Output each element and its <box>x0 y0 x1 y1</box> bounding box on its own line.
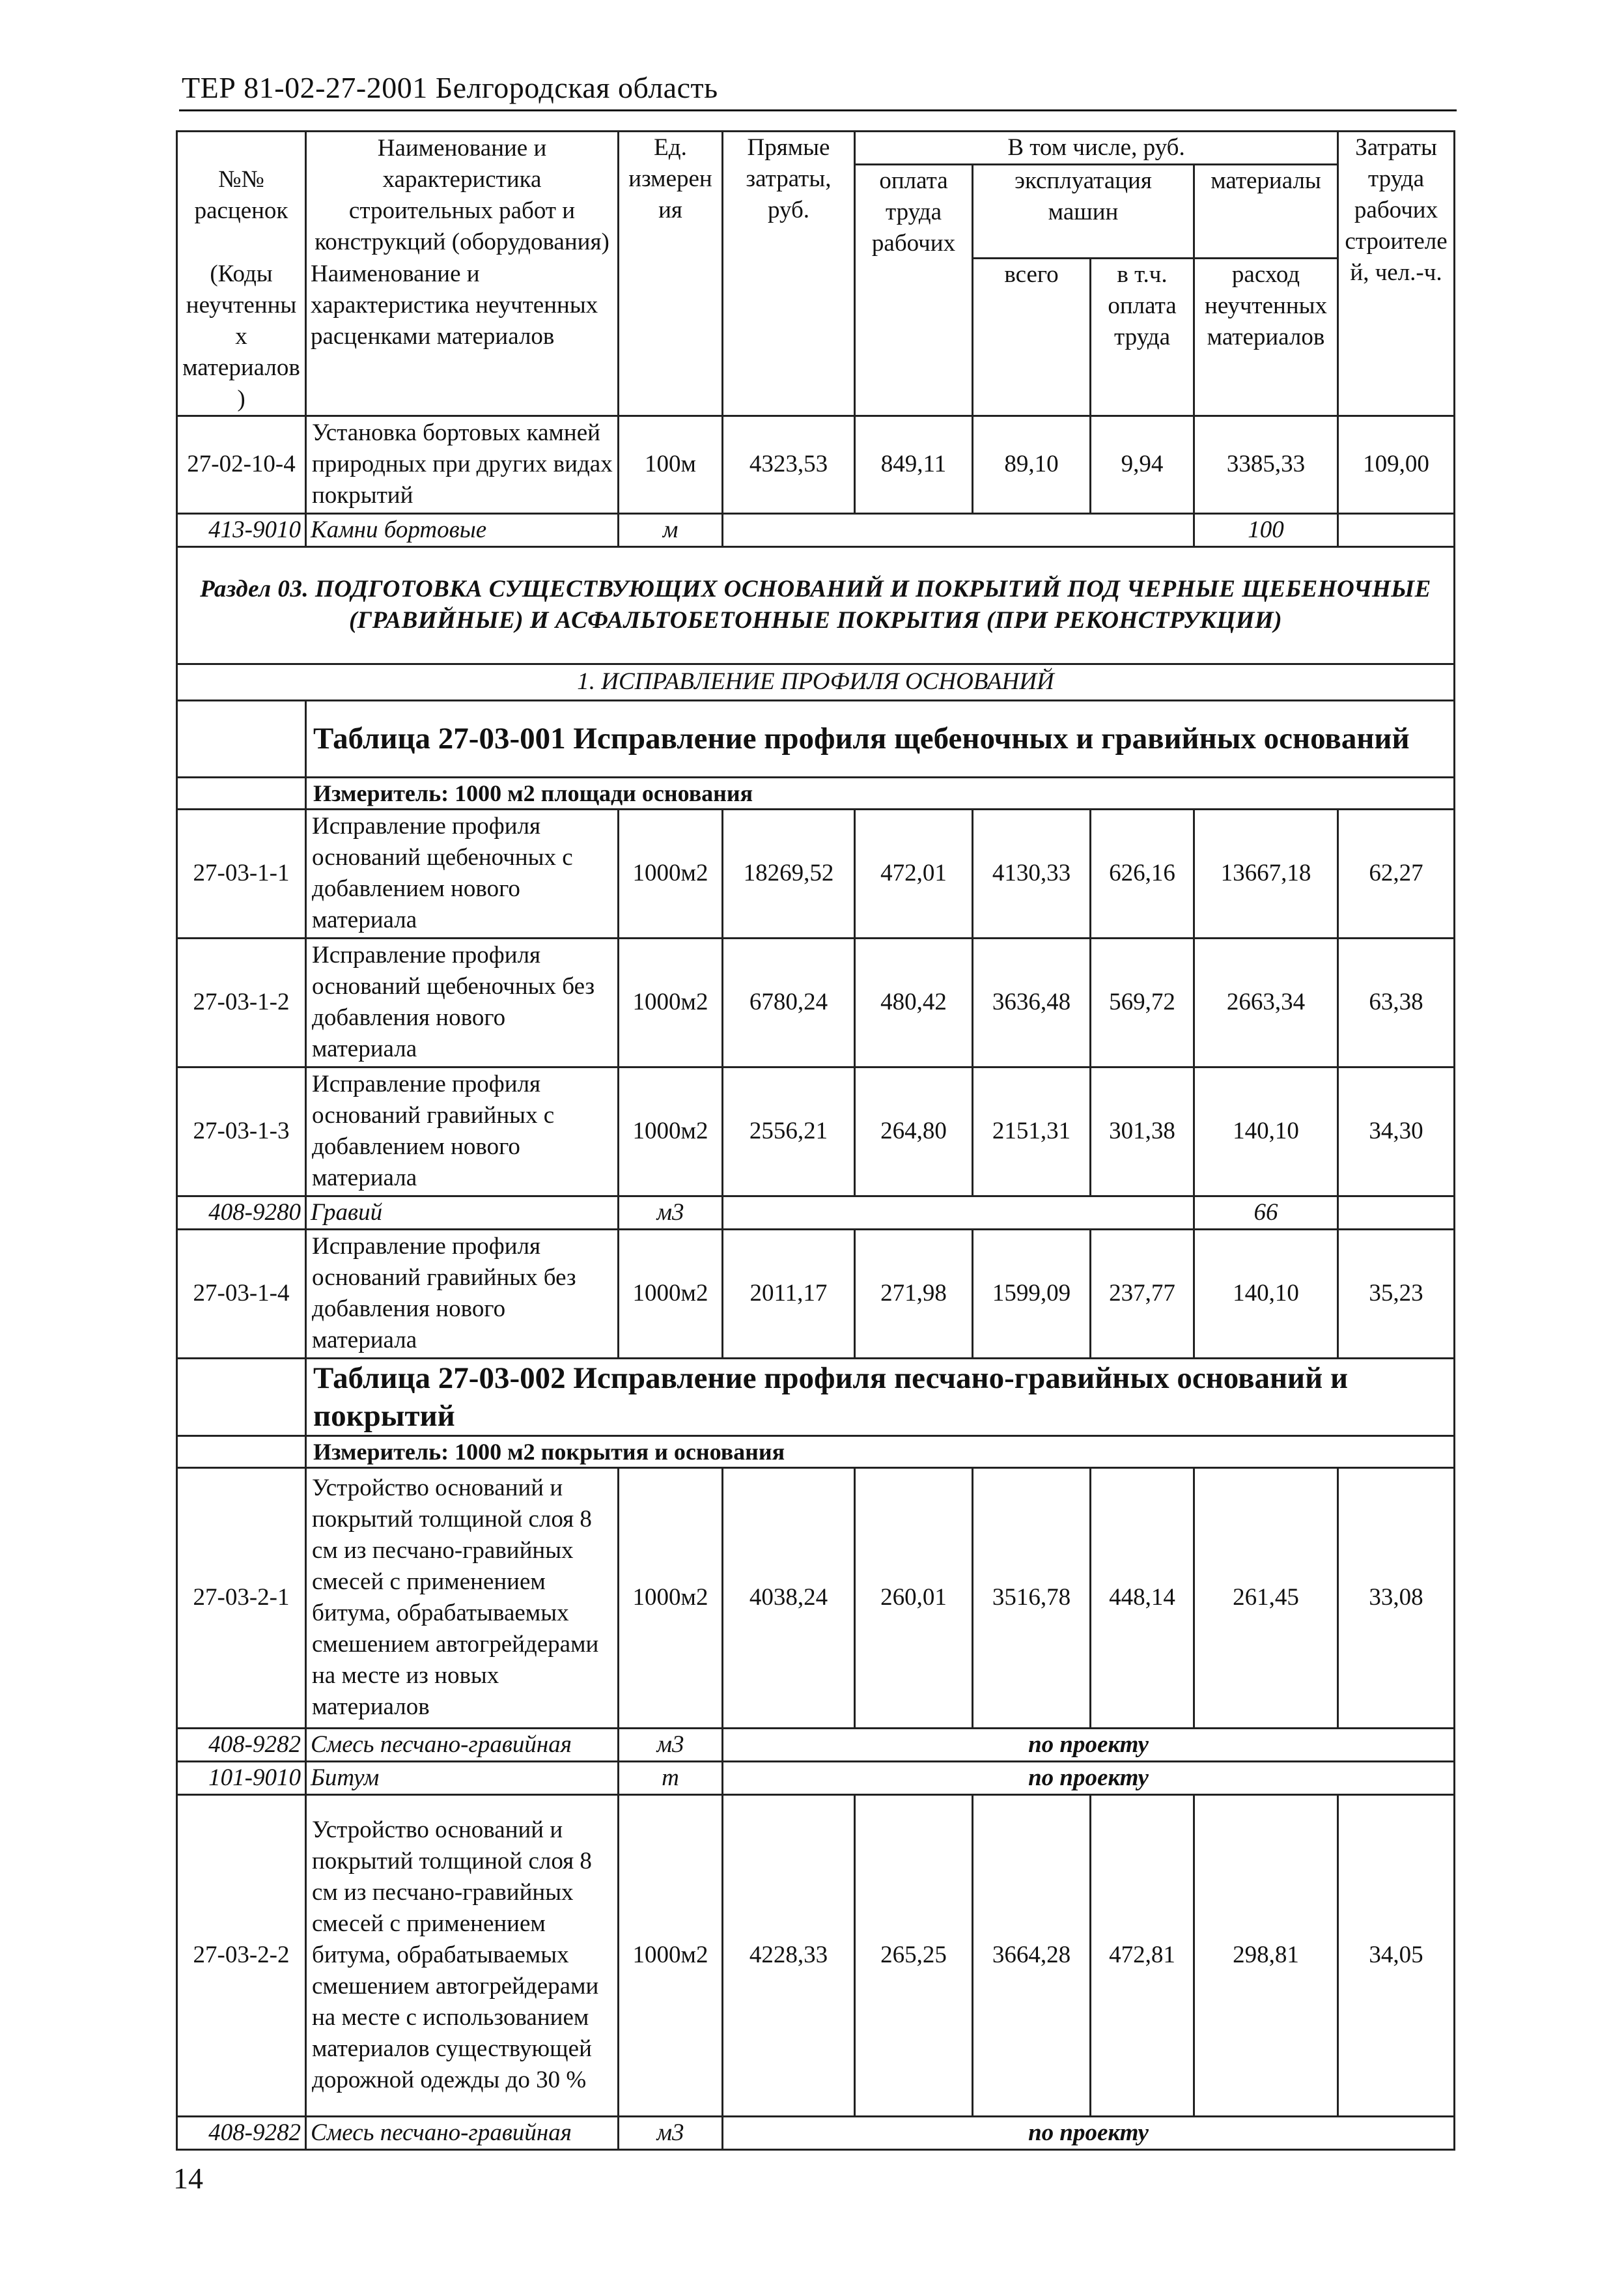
rate-labor: 34,05 <box>1338 1794 1455 2116</box>
material-name: Камни бортовые <box>306 513 619 546</box>
rate-machines-wages: 472,81 <box>1091 1794 1194 2116</box>
rate-unit: 1000м2 <box>619 1467 723 1728</box>
rate-unit: 1000м2 <box>619 1229 723 1358</box>
rate-materials: 140,10 <box>1194 1067 1338 1196</box>
rate-unit: 1000м2 <box>619 809 723 938</box>
material-code: 408-9282 <box>177 2116 306 2149</box>
rate-wages: 480,42 <box>855 938 973 1067</box>
material-unit: т <box>619 1761 723 1794</box>
material-usage: по проекту <box>723 2116 1455 2149</box>
rate-direct: 2556,21 <box>723 1067 855 1196</box>
rate-machines-wages: 569,72 <box>1091 938 1194 1067</box>
rate-unit: 100м <box>619 416 723 513</box>
header-rule <box>179 109 1457 111</box>
rate-wages: 472,01 <box>855 809 973 938</box>
rate-row <box>177 416 1455 513</box>
col-name-subheader: Наименование и характеристика неучтенных расценками материалов <box>306 259 619 416</box>
col-code-subheader: (Коды неучтенных материалов) <box>177 259 306 416</box>
material-unit: м3 <box>619 1196 723 1229</box>
page-header: ТЕР 81-02-27-2001 Белгородская область <box>182 71 718 104</box>
col-unit-header: Ед. измерения <box>619 132 723 416</box>
col-machines-wages-header: в т.ч. оплата труда <box>1091 259 1194 416</box>
rate-labor: 62,27 <box>1338 809 1455 938</box>
material-row <box>177 1728 1455 1761</box>
table-measure: Измеритель: 1000 м2 покрытия и основания <box>306 1435 1455 1467</box>
rate-wages: 264,80 <box>855 1067 973 1196</box>
col-incl-header: В том числе, руб. <box>855 132 1338 165</box>
rate-labor: 33,08 <box>1338 1467 1455 1728</box>
rate-code: 27-03-1-4 <box>177 1229 306 1358</box>
page-number: 14 <box>173 2162 203 2195</box>
rate-direct: 4323,53 <box>723 416 855 513</box>
material-usage: по проекту <box>723 1728 1455 1761</box>
rate-row <box>177 1467 1455 1728</box>
col-direct-header: Прямые затраты, руб. <box>723 132 855 416</box>
rate-labor: 35,23 <box>1338 1229 1455 1358</box>
rate-machines-total: 3516,78 <box>973 1467 1091 1728</box>
material-unit: м <box>619 513 723 546</box>
rate-name: Установка бортовых камней природных при других видах покрытий <box>306 416 619 513</box>
rate-materials: 13667,18 <box>1194 809 1338 938</box>
material-code: 408-9282 <box>177 1728 306 1761</box>
rate-unit: 1000м2 <box>619 1794 723 2116</box>
rate-name: Устройство оснований и покрытий толщиной слоя 8 см из песчано-гравийных смесей с применением битума, обрабатываемых смешением автогрейдерами на месте из новых материалов <box>306 1467 619 1728</box>
rate-code: 27-03-2-1 <box>177 1467 306 1728</box>
col-machines-total-header: всего <box>973 259 1091 416</box>
material-row <box>177 513 1455 546</box>
rate-unit: 1000м2 <box>619 1067 723 1196</box>
col-materials-usage-header: расход неучтенных материалов <box>1194 259 1338 416</box>
rate-machines-wages: 301,38 <box>1091 1067 1194 1196</box>
rate-row <box>177 1794 1455 2116</box>
rate-labor: 109,00 <box>1338 416 1455 513</box>
rate-unit: 1000м2 <box>619 938 723 1067</box>
rate-direct: 18269,52 <box>723 809 855 938</box>
material-unit: м3 <box>619 2116 723 2149</box>
rate-name: Исправление профиля оснований гравийных с добавлением нового материала <box>306 1067 619 1196</box>
table-measure: Измеритель: 1000 м2 площади основания <box>306 777 1455 809</box>
rate-materials: 298,81 <box>1194 1794 1338 2116</box>
rate-materials: 2663,34 <box>1194 938 1338 1067</box>
rate-machines-total: 89,10 <box>973 416 1091 513</box>
rate-machines-total: 4130,33 <box>973 809 1091 938</box>
rate-code: 27-03-1-2 <box>177 938 306 1067</box>
material-code: 101-9010 <box>177 1761 306 1794</box>
rate-machines-total: 1599,09 <box>973 1229 1091 1358</box>
col-materials-header: материалы <box>1194 165 1338 259</box>
rate-name: Исправление профиля оснований щебеночных с добавлением нового материала <box>306 809 619 938</box>
rate-direct: 2011,17 <box>723 1229 855 1358</box>
rate-row <box>177 1229 1455 1358</box>
rate-row <box>177 809 1455 938</box>
rate-machines-wages: 626,16 <box>1091 809 1194 938</box>
rate-materials: 3385,33 <box>1194 416 1338 513</box>
rate-direct: 6780,24 <box>723 938 855 1067</box>
rate-name: Исправление профиля оснований щебеночных без добавления нового материала <box>306 938 619 1067</box>
material-name: Смесь песчано-гравийная <box>306 2116 619 2149</box>
material-code: 413-9010 <box>177 513 306 546</box>
material-usage: 66 <box>1194 1196 1338 1229</box>
rate-labor: 63,38 <box>1338 938 1455 1067</box>
col-name-header: Наименование и характеристика строительных работ и конструкций (оборудования) <box>306 132 619 259</box>
rate-wages: 849,11 <box>855 416 973 513</box>
rate-wages: 260,01 <box>855 1467 973 1728</box>
col-wages-header: оплата труда рабочих <box>855 165 973 416</box>
rate-row <box>177 938 1455 1067</box>
table-title: Таблица 27-03-002 Исправление профиля песчано-гравийных оснований и покрытий <box>306 1358 1455 1435</box>
material-usage: по проекту <box>723 1761 1455 1794</box>
material-row <box>177 2116 1455 2149</box>
rates-table <box>176 130 1455 2151</box>
rate-code: 27-02-10-4 <box>177 416 306 513</box>
material-row <box>177 1196 1455 1229</box>
material-usage: 100 <box>1194 513 1338 546</box>
rate-machines-total: 3664,28 <box>973 1794 1091 2116</box>
material-name: Смесь песчано-гравийная <box>306 1728 619 1761</box>
rate-code: 27-03-2-2 <box>177 1794 306 2116</box>
rate-direct: 4038,24 <box>723 1467 855 1728</box>
material-unit: м3 <box>619 1728 723 1761</box>
rate-name: Устройство оснований и покрытий толщиной слоя 8 см из песчано-гравийных смесей с применением битума, обрабатываемых смешением автогрейдерами на месте с использованием материалов существующей дорожной одежды до 30 % <box>306 1794 619 2116</box>
rate-machines-wages: 237,77 <box>1091 1229 1194 1358</box>
rate-machines-total: 2151,31 <box>973 1067 1091 1196</box>
material-row <box>177 1761 1455 1794</box>
rate-machines-wages: 448,14 <box>1091 1467 1194 1728</box>
rate-wages: 271,98 <box>855 1229 973 1358</box>
col-machines-header: эксплуатация машин <box>973 165 1194 259</box>
section-title: Раздел 03. ПОДГОТОВКА СУЩЕСТВУЮЩИХ ОСНОВАНИЙ И ПОКРЫТИЙ ПОД ЧЕРНЫЕ ЩЕБЕНОЧНЫЕ (ГРАВИЙНЫЕ) И АСФАЛЬТОБЕТОННЫЕ ПОКРЫТИЯ (ПРИ РЕКОНСТРУКЦИИ) <box>177 546 1455 664</box>
rate-code: 27-03-1-1 <box>177 809 306 938</box>
rate-wages: 265,25 <box>855 1794 973 2116</box>
material-name: Битум <box>306 1761 619 1794</box>
rate-direct: 4228,33 <box>723 1794 855 2116</box>
rate-name: Исправление профиля оснований гравийных без добавления нового материала <box>306 1229 619 1358</box>
material-name: Гравий <box>306 1196 619 1229</box>
rate-materials: 140,10 <box>1194 1229 1338 1358</box>
material-code: 408-9280 <box>177 1196 306 1229</box>
rate-labor: 34,30 <box>1338 1067 1455 1196</box>
col-labor-header: Затраты труда рабочих строителей, чел.-ч. <box>1338 132 1455 416</box>
subsection-title: 1. ИСПРАВЛЕНИЕ ПРОФИЛЯ ОСНОВАНИЙ <box>177 664 1455 700</box>
table-title: Таблица 27-03-001 Исправление профиля щебеночных и гравийных оснований <box>306 700 1455 777</box>
col-code-header: №№ расценок <box>177 132 306 259</box>
rate-code: 27-03-1-3 <box>177 1067 306 1196</box>
rate-machines-wages: 9,94 <box>1091 416 1194 513</box>
rate-materials: 261,45 <box>1194 1467 1338 1728</box>
rate-row <box>177 1067 1455 1196</box>
rate-machines-total: 3636,48 <box>973 938 1091 1067</box>
